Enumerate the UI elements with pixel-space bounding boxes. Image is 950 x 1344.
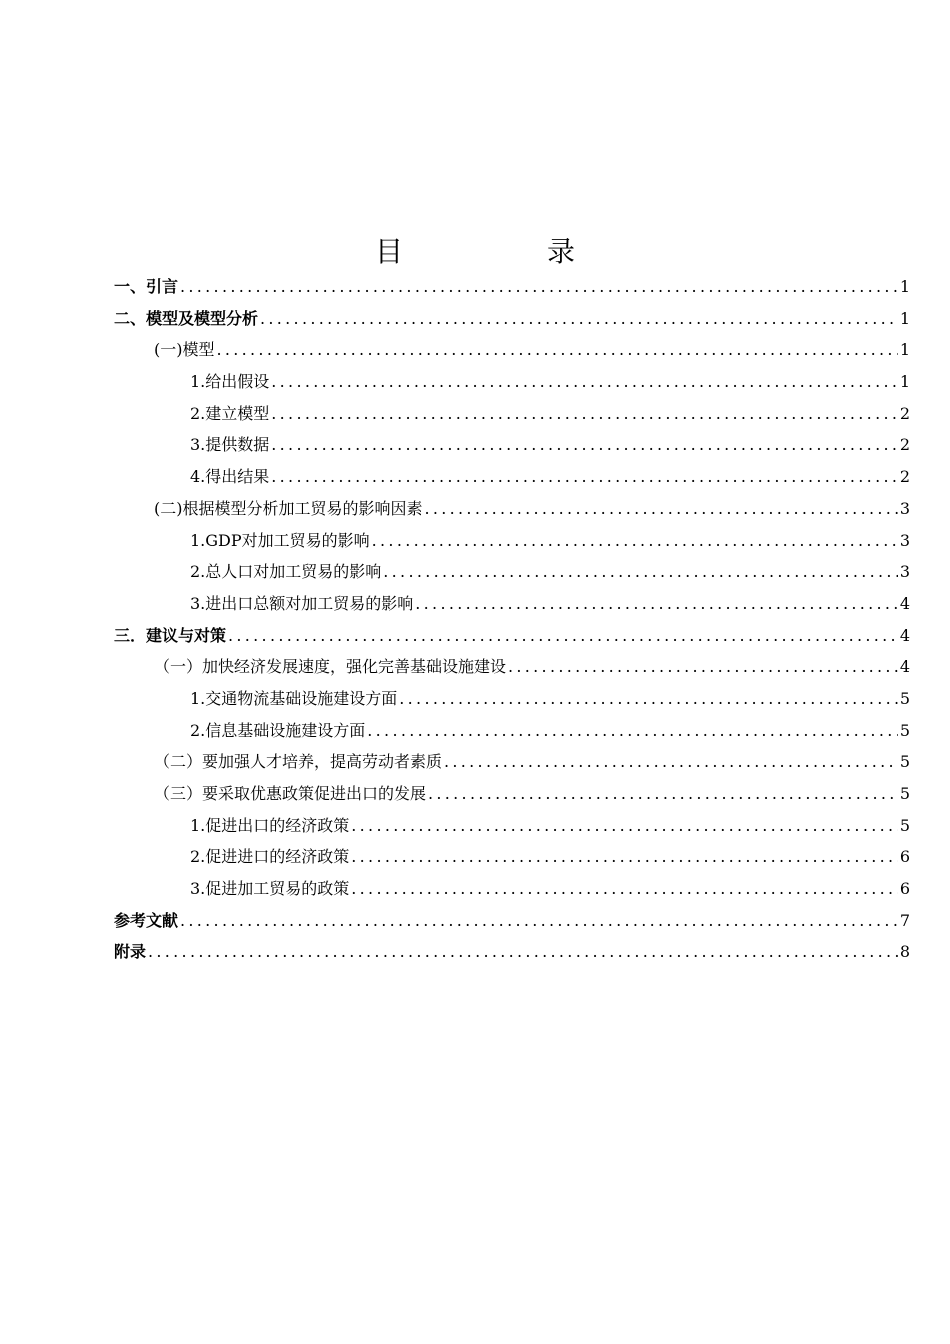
toc-entry-page-number: 5 <box>899 784 910 803</box>
toc-entry[interactable] <box>114 525 910 557</box>
toc-entry-page-number: 5 <box>899 720 910 740</box>
toc-entry[interactable] <box>114 651 910 683</box>
toc-entry-page-number: 1 <box>899 277 910 296</box>
toc-entry-label: (一)模型 <box>154 340 215 360</box>
toc-entry-page-number: 6 <box>899 847 910 867</box>
toc-entry-page-number: 5 <box>899 815 910 835</box>
toc-entry[interactable] <box>114 398 910 430</box>
toc-entry-label: 1.给出假设 <box>190 372 270 392</box>
dot-leader <box>271 461 898 493</box>
dot-leader <box>260 303 898 335</box>
toc-entry-label: 3.促进加工贸易的政策 <box>190 879 350 899</box>
dot-leader <box>351 873 898 905</box>
dot-leader <box>508 651 898 683</box>
toc-title: 目 录 <box>374 235 633 268</box>
dot-leader <box>271 366 898 398</box>
dot-leader <box>228 620 898 652</box>
toc-entry-label: （一）加快经济发展速度，强化完善基础设施建设 <box>154 657 507 677</box>
toc-entry[interactable] <box>114 715 910 747</box>
toc-entry[interactable] <box>114 620 910 652</box>
toc-entry-label: 3.进出口总额对加工贸易的影响 <box>190 593 414 613</box>
toc-entry-page-number: 4 <box>899 625 910 645</box>
dot-leader <box>444 746 898 778</box>
toc-entry[interactable] <box>114 334 910 366</box>
dot-leader <box>351 841 898 873</box>
dot-leader <box>271 398 898 430</box>
toc-entry-label: 1.交通物流基础设施建设方面 <box>190 688 398 708</box>
dot-leader <box>428 778 898 810</box>
toc-entry-label: 参考文献 <box>114 910 179 930</box>
toc-entry-page-number: 6 <box>899 879 910 899</box>
toc-entry[interactable] <box>114 303 910 335</box>
toc-entry[interactable] <box>114 461 910 493</box>
toc-entry-label: 一、引言 <box>114 277 179 296</box>
toc-entry-page-number: 2 <box>899 403 910 423</box>
toc-entry-label: 2.建立模型 <box>190 403 270 423</box>
toc-entry-page-number: 5 <box>899 688 910 708</box>
toc-entry-page-number: 7 <box>899 910 910 930</box>
toc-entry[interactable] <box>114 683 910 715</box>
toc-entry[interactable] <box>114 746 910 778</box>
toc-entry-page-number: 1 <box>899 340 910 360</box>
toc-entry[interactable] <box>114 905 910 937</box>
toc-entry[interactable] <box>114 271 910 303</box>
toc-entry[interactable] <box>114 556 910 588</box>
toc-entry-page-number: 3 <box>899 498 910 518</box>
toc-entry[interactable] <box>114 936 910 968</box>
toc-entry-label: （二）要加强人才培养，提高劳动者素质 <box>154 752 443 772</box>
toc-entry-label: 1.促进出口的经济政策 <box>190 815 350 835</box>
toc-entry[interactable] <box>114 588 910 620</box>
toc-entry-page-number: 1 <box>899 372 910 392</box>
toc-entry[interactable] <box>114 366 910 398</box>
toc-entry[interactable] <box>114 778 910 810</box>
toc-entry[interactable] <box>114 873 910 905</box>
toc-entry-label: （三）要采取优惠政策促进出口的发展 <box>154 784 427 803</box>
toc-entry[interactable] <box>114 493 910 525</box>
toc-entry-label: 2.信息基础设施建设方面 <box>190 720 366 740</box>
dot-leader <box>271 429 898 461</box>
toc-entry-label: 2.促进进口的经济政策 <box>190 847 350 867</box>
toc-entry-label: 4.得出结果 <box>190 467 270 487</box>
toc-entry-label: 三．建议与对策 <box>114 625 227 645</box>
dot-leader <box>383 556 898 588</box>
toc-entry[interactable] <box>114 841 910 873</box>
toc-entry-page-number: 2 <box>899 467 910 487</box>
toc-entry-page-number: 5 <box>899 752 910 772</box>
dot-leader <box>180 271 898 303</box>
toc-entry-label: 2.总人口对加工贸易的影响 <box>190 562 382 582</box>
dot-leader <box>372 525 898 557</box>
dot-leader <box>425 493 898 525</box>
toc-entry[interactable] <box>114 429 910 461</box>
dot-leader <box>399 683 898 715</box>
toc-entry-page-number: 3 <box>899 562 910 582</box>
toc-entry-page-number: 4 <box>899 593 910 613</box>
toc-entry-page-number: 1 <box>899 308 910 328</box>
toc-entry-label: 二、模型及模型分析 <box>114 308 259 328</box>
toc-entry-page-number: 2 <box>899 435 910 455</box>
table-of-contents <box>114 271 910 968</box>
dot-leader <box>148 936 898 968</box>
toc-entry-label: 1.GDP对加工贸易的影响 <box>190 530 370 550</box>
toc-entry-label: 附录 <box>114 942 147 962</box>
toc-entry-page-number: 8 <box>899 942 910 962</box>
toc-entry[interactable] <box>114 810 910 842</box>
toc-entry-label: (二)根据模型分析加工贸易的影响因素 <box>154 498 423 518</box>
dot-leader <box>415 588 898 620</box>
dot-leader <box>217 334 898 366</box>
dot-leader <box>180 905 898 937</box>
dot-leader <box>351 810 898 842</box>
dot-leader <box>367 715 898 747</box>
toc-entry-page-number: 3 <box>899 530 910 550</box>
toc-entry-label: 3.提供数据 <box>190 435 270 455</box>
toc-entry-page-number: 4 <box>899 657 910 677</box>
